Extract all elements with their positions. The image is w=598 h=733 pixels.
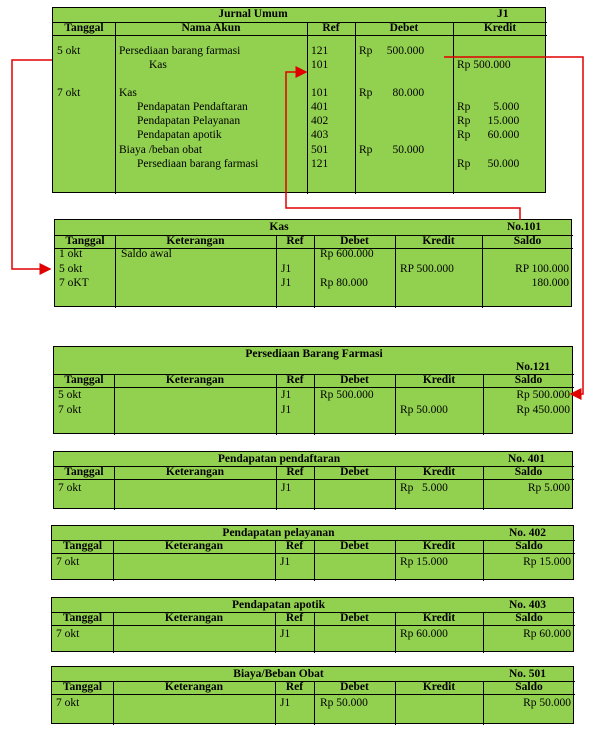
jurnal-header-kredit: Kredit: [483, 22, 517, 34]
ledger-header-ref: Ref: [286, 466, 304, 478]
divider: [114, 374, 115, 435]
jurnal-ref: 121: [311, 45, 329, 57]
ledger-header-tanggal: Tanggal: [62, 540, 103, 552]
divider: [113, 681, 114, 725]
ledger-tanggal: 5 okt: [59, 262, 83, 275]
ledger-tanggal: 7 okt: [56, 628, 80, 640]
jurnal-kredit: Rp 15.000: [457, 115, 520, 127]
jurnal-header-ref: Ref: [322, 22, 340, 34]
ledger-keterangan: [120, 482, 274, 496]
ledger-header-keterangan: Keterangan: [164, 681, 224, 693]
divider: [395, 612, 396, 653]
divider: [276, 466, 277, 510]
ledger-header-ref: Ref: [285, 681, 304, 693]
ledger-header-keterangan: Keterangan: [164, 612, 224, 624]
jurnal-tanggal: [57, 59, 113, 73]
ledger-kredit: RP 500.000: [400, 262, 454, 275]
ledger-kredit: Rp 15.000: [400, 556, 448, 568]
divider: [314, 681, 315, 725]
divider: [113, 540, 114, 581]
ledger-kredit: [400, 697, 482, 711]
divider: [314, 540, 315, 581]
divider: [483, 540, 484, 581]
divider: [314, 612, 315, 653]
ledger-header-tanggal: Tanggal: [62, 612, 103, 624]
ledger-keterangan: [120, 389, 274, 403]
ledger-title: Biaya/Beban Obat: [233, 668, 324, 680]
ledger-number: No. 501: [509, 668, 547, 680]
divider: [115, 22, 116, 194]
divider: [395, 374, 396, 435]
jurnal-umum-table: [52, 7, 546, 193]
ledger-keterangan: [121, 277, 274, 291]
divider: [483, 612, 484, 653]
ledger-title: Pendapatan pendaftaran: [217, 453, 341, 465]
ledger-header-saldo: Saldo: [514, 466, 543, 478]
ledger-tanggal: 7 okt: [56, 556, 80, 568]
ledger-title: Kas: [269, 221, 289, 233]
ledger-biaya-beban-obat: [51, 666, 574, 724]
jurnal-kredit: [457, 87, 547, 101]
ledger-debet: [320, 482, 393, 496]
divider: [453, 22, 454, 194]
ledger-header-tanggal: Tanggal: [62, 681, 103, 693]
jurnal-kredit: [457, 144, 547, 158]
jurnal-debet: Rp 500.000: [359, 45, 425, 57]
divider: [114, 466, 115, 510]
ledger-pendapatan-pelayanan: [51, 525, 574, 580]
divider: [395, 235, 396, 308]
jurnal-akun: Pendapatan Pelayanan: [137, 115, 241, 127]
ledger-number: No. 403: [509, 599, 547, 611]
ledger-kredit: Rp 5.000: [400, 482, 448, 494]
ledger-header-debet: Debet: [340, 612, 369, 624]
ledger-ref: J1: [280, 556, 291, 568]
ledger-tanggal: 7 okt: [58, 403, 82, 416]
ledger-header-saldo: Saldo: [515, 612, 543, 624]
ledger-debet: [320, 404, 393, 418]
jurnal-ref: 101: [311, 87, 329, 99]
ledger-ref: J1: [281, 403, 292, 416]
divider: [314, 466, 315, 510]
ledger-ref: J1: [280, 628, 291, 640]
divider: [483, 466, 484, 510]
ledger-debet: Rp 50.000: [320, 697, 368, 709]
divider: [314, 235, 315, 308]
ledger-keterangan: [120, 404, 274, 418]
divider: [275, 540, 276, 581]
ledger-saldo: RP 100.000: [515, 262, 569, 275]
ledger-header-debet: Debet: [340, 235, 369, 247]
jurnal-kredit: Rp 50.000: [457, 158, 520, 170]
divider: [276, 235, 277, 308]
jurnal-debet: [359, 59, 453, 73]
ledger-header-debet: Debet: [340, 540, 369, 552]
ledger-header-debet: Debet: [340, 466, 369, 478]
ledger-number: No.121: [516, 361, 551, 373]
ledger-debet: Rp 500.000: [320, 389, 374, 401]
ledger-keterangan: [119, 697, 273, 711]
ledger-header-saldo: Saldo: [513, 235, 542, 247]
ledger-keterangan: Saldo awal: [121, 248, 172, 260]
ledger-debet: Rp 600.000: [320, 248, 374, 260]
ledger-ref: J1: [281, 262, 292, 275]
divider: [395, 540, 396, 581]
jurnal-akun: Kas: [149, 59, 167, 71]
ledger-header-kredit: Kredit: [422, 681, 456, 693]
divider: [276, 374, 277, 435]
ledger-kredit: Rp 60.000: [400, 628, 448, 640]
ledger-header-ref: Ref: [286, 374, 304, 386]
divider: [483, 681, 484, 725]
ledger-header-saldo: Saldo: [514, 374, 543, 386]
ledger-ref: J1: [281, 389, 292, 401]
jurnal-ref: 403: [311, 129, 329, 141]
divider: [53, 35, 547, 36]
jurnal-debet: [359, 101, 453, 115]
ledger-ref: [281, 248, 313, 262]
ledger-ref: J1: [280, 697, 291, 709]
jurnal-kredit: Rp 500.000: [457, 59, 511, 71]
ledger-kredit: [400, 389, 482, 403]
jurnal-akun: Persediaan barang farmasi: [137, 158, 259, 170]
ledger-keterangan: [119, 628, 273, 642]
jurnal-debet: Rp 80.000: [359, 87, 425, 99]
ledger-saldo: Rp 500.000: [516, 389, 570, 401]
ledger-header-keterangan: Keterangan: [166, 235, 225, 247]
jurnal-tanggal: [57, 144, 113, 158]
ledger-tanggal: 7 okt: [58, 482, 82, 494]
ledger-header-tanggal: Tanggal: [64, 374, 104, 386]
ledger-debet: [320, 556, 393, 570]
ledger-header-ref: Ref: [286, 235, 304, 247]
ledger-saldo: Rp 450.000: [516, 403, 570, 416]
jurnal-akun: Persediaan barang farmasi: [119, 45, 241, 57]
divider: [395, 681, 396, 725]
jurnal-debet: [359, 115, 453, 129]
ledger-header-kredit: Kredit: [422, 374, 456, 386]
ledger-pendapatan-pendaftaran: [53, 451, 573, 509]
ledger-tanggal: 1 okt: [59, 248, 83, 260]
jurnal-tanggal: [57, 101, 113, 115]
ledger-saldo: Rp 60.000: [523, 628, 571, 640]
ledger-tanggal: 7 okt: [56, 697, 80, 709]
ledger-kredit: Rp 50.000: [400, 403, 448, 416]
ledger-header-saldo: Saldo: [515, 540, 543, 552]
ledger-ref: J1: [281, 482, 292, 494]
divider: [314, 374, 315, 435]
divider: [115, 235, 116, 308]
ledger-header-kredit: Kredit: [422, 540, 456, 552]
jurnal-tanggal: 7 okt: [57, 87, 81, 99]
jurnal-tanggal: [57, 158, 113, 172]
jurnal-header-nama-akun: Nama Akun: [181, 22, 241, 34]
jurnal-tanggal: [57, 129, 113, 143]
ledger-title: Pendapatan pelayanan: [222, 527, 335, 539]
ledger-header-tanggal: Tanggal: [64, 466, 104, 478]
ledger-header-tanggal: Tanggal: [65, 235, 105, 247]
ledger-debet: [320, 263, 393, 277]
jurnal-akun: Biaya /beban obat: [119, 144, 203, 156]
jurnal-title: Jurnal Umum: [218, 8, 288, 20]
ledger-header-kredit: Kredit: [422, 466, 456, 478]
ledger-saldo: Rp 5.000: [527, 482, 570, 494]
ledger-kas: [54, 219, 572, 307]
ledger-keterangan: [119, 556, 273, 570]
divider: [355, 22, 356, 194]
ledger-kredit: [400, 277, 481, 291]
ledger-kredit: [400, 248, 481, 262]
jurnal-code: J1: [497, 8, 509, 20]
ledger-saldo: Rp 50.000: [523, 697, 571, 709]
ledger-debet: [320, 628, 393, 642]
ledger-header-saldo: Saldo: [515, 681, 543, 693]
jurnal-kredit: [457, 45, 547, 59]
ledger-header-ref: Ref: [285, 540, 304, 552]
ledger-number: No.101: [507, 221, 542, 233]
ledger-header-keterangan: Keterangan: [164, 540, 224, 552]
jurnal-debet: [359, 129, 453, 143]
divider: [307, 22, 308, 194]
ledger-header-ref: Ref: [285, 612, 304, 624]
ledger-title: Pendapatan apotik: [232, 599, 325, 611]
jurnal-debet: [359, 158, 453, 172]
ledger-debet: Rp 80.000: [320, 277, 368, 289]
ledger-header-debet: Debet: [340, 374, 369, 386]
ledger-tanggal: 5 okt: [58, 389, 82, 401]
jurnal-akun: Pendapatan apotik: [137, 129, 222, 141]
jurnal-ref: 121: [311, 158, 329, 170]
jurnal-kredit: Rp 60.000: [457, 129, 520, 141]
ledger-number: No. 401: [508, 453, 546, 465]
jurnal-ref: 101: [311, 59, 329, 71]
ledger-number: No. 402: [509, 527, 547, 539]
arrow-kas-opening: [12, 60, 52, 269]
divider: [113, 612, 114, 653]
ledger-saldo: 180.000: [531, 277, 569, 289]
ledger-keterangan: [121, 263, 274, 277]
ledger-header-kredit: Kredit: [422, 612, 456, 624]
jurnal-tanggal: 5 okt: [57, 45, 81, 57]
jurnal-kredit: Rp 5.000: [457, 101, 520, 113]
divider: [482, 235, 483, 308]
divider: [275, 612, 276, 653]
ledger-saldo: [484, 248, 569, 262]
ledger-ref: J1: [281, 277, 292, 289]
ledger-header-keterangan: Keterangan: [165, 374, 225, 386]
divider: [483, 374, 484, 435]
jurnal-tanggal: [57, 115, 113, 129]
jurnal-akun: Pendapatan Pendaftaran: [137, 101, 248, 113]
ledger-header-kredit: Kredit: [422, 235, 455, 247]
ledger-persediaan-barang-farmasi: [53, 346, 573, 434]
ledger-saldo: Rp 15.000: [523, 556, 571, 568]
jurnal-ref: 501: [311, 144, 329, 156]
jurnal-ref: 401: [311, 101, 329, 113]
ledger-pendapatan-apotik: [51, 597, 574, 652]
jurnal-ref: 402: [311, 115, 329, 127]
jurnal-akun: Kas: [119, 87, 137, 99]
divider: [275, 681, 276, 725]
jurnal-header-tanggal: Tanggal: [64, 22, 104, 34]
ledger-title: Persediaan Barang Farmasi: [245, 348, 383, 360]
divider: [395, 466, 396, 510]
ledger-header-keterangan: Keterangan: [165, 466, 225, 478]
ledger-tanggal: 7 oKT: [59, 277, 89, 289]
jurnal-debet: Rp 50.000: [359, 144, 425, 156]
jurnal-header-debet: Debet: [389, 22, 419, 34]
ledger-header-debet: Debet: [340, 681, 369, 693]
